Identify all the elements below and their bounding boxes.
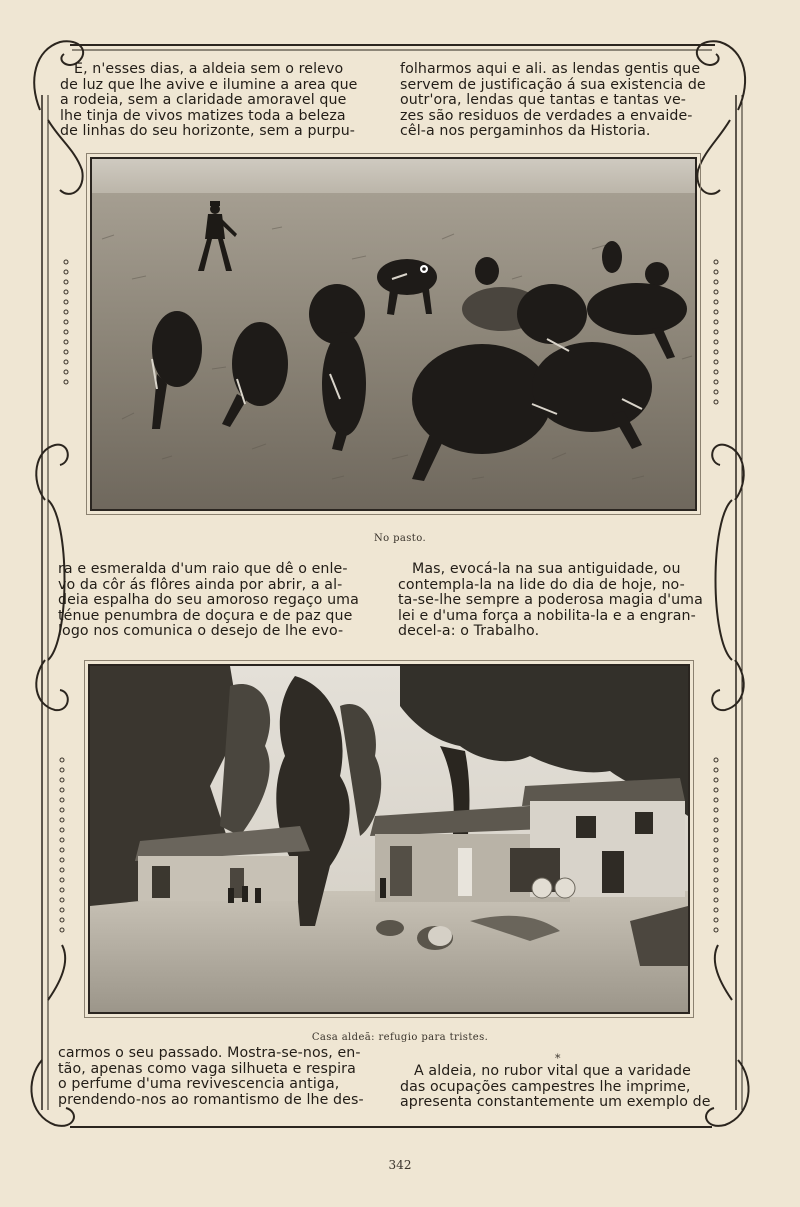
text-line: logo nos comunica o desejo de lhe evo- [58,623,344,640]
photo-pasture [90,157,697,511]
block2-left-column [58,562,372,640]
block1-left-column [60,62,378,140]
text-line: o perfume d'uma revivescencia antiga, [58,1076,340,1093]
text-line: E, n'esses dias, a aldeia sem o relevo [74,61,344,77]
block3-right-column [400,1064,718,1111]
text-line: tão, apenas como vaga silhueta e respira [58,1060,356,1077]
text-line: prendendo-nos ao romantismo de lhe des- [58,1091,364,1108]
page-number: 342 [388,1158,412,1172]
text-line: zes são residuos de verdades a envaide- [400,107,693,124]
block1-right-column [400,62,722,140]
text-line: de linhas do seu horizonte, sem a purpu- [60,123,356,140]
text-line: contempla-la na lide do dia de hoje, no- [398,576,685,593]
text-line: das ocupações campestres lhe imprime, [400,1078,691,1095]
text-line: Mas, evocá-la na sua antiguidade, ou [412,561,681,577]
text-line: ra e esmeralda d'um raio que dê o enle- [58,561,348,577]
text-line: lei e d'uma força a nobilita-la e a engran- [398,607,696,624]
photo-caption: No pasto. [373,533,427,544]
photo-village-house [88,664,690,1014]
text-line: apresenta constantemente um exemplo de [400,1094,711,1111]
text-line: decel-a: o Trabalho. [398,623,540,640]
text-line: servem de justificação á sua existencia de [400,76,706,93]
text-line: ta-se-lhe sempre a poderosa magia d'uma [398,592,703,609]
block2-right-column [398,562,716,640]
text-line: lhe tinja de vivos matizes toda a beleza [60,107,346,124]
text-line: ténue penumbra de doçura e de paz que [58,607,353,624]
photo-caption: Casa aldeã: refugio para tristes. [311,1032,489,1043]
text-line: outr'ora, lendas que tantas e tantas ve- [400,92,686,109]
text-line: a rodeia, sem a claridade amoravel que [60,92,347,109]
text-line: cêl-a nos pergaminhos da Historia. [400,123,651,140]
text-line: deia espalha do seu amoroso regaço uma [58,592,359,609]
text-line: carmos o seu passado. Mostra-se-nos, en- [58,1045,361,1061]
text-line: folharmos aqui e ali. as lendas gentis que [400,61,701,77]
section-separator: * [555,1052,561,1065]
block3-left-column [58,1046,372,1108]
text-line: vo da côr ás flôres ainda por abrir, a al- [58,576,343,593]
text-line: A aldeia, no rubor vital que a varidade [414,1063,691,1079]
text-line: de luz que lhe avive e ilumine a area que [60,76,358,93]
